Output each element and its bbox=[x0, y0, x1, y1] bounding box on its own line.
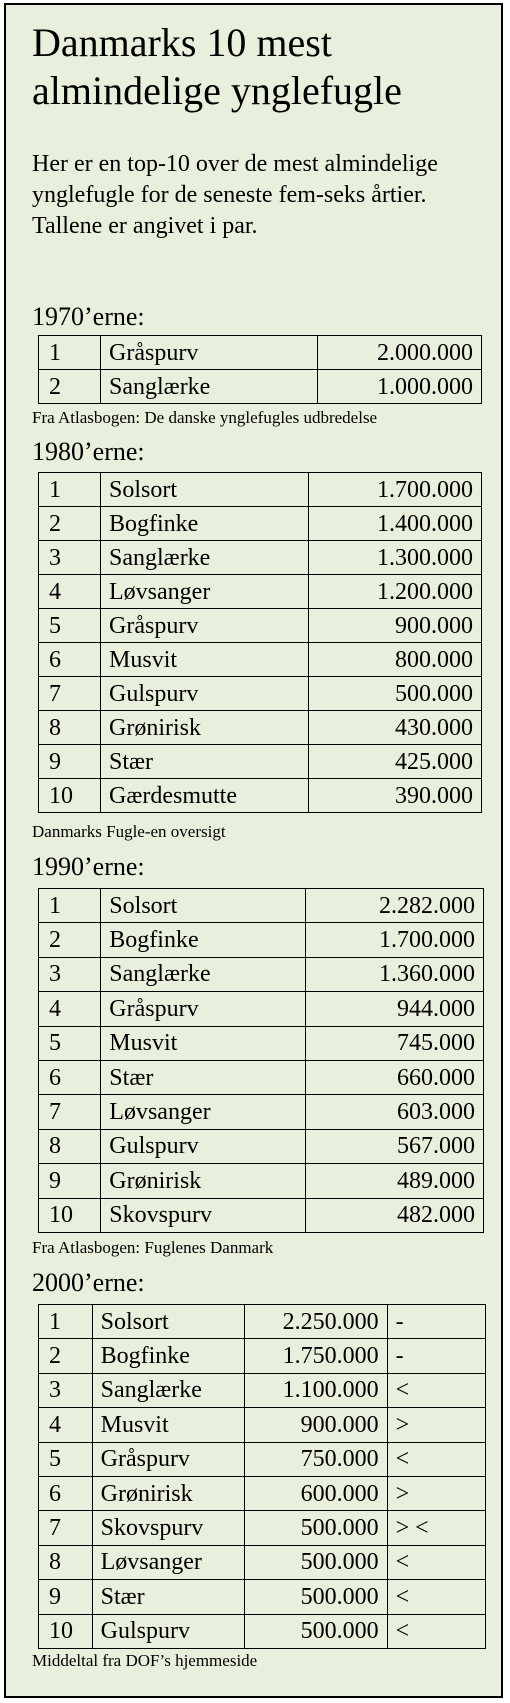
table-row bbox=[39, 677, 482, 711]
pairs-cell: 660.000 bbox=[305, 1060, 483, 1094]
species-cell: Stær bbox=[92, 1580, 244, 1614]
pairs-cell: 900.000 bbox=[244, 1408, 387, 1442]
rank-cell: 1 bbox=[39, 473, 101, 507]
pairs-cell: 2.000.000 bbox=[318, 336, 482, 370]
pairs-cell: 567.000 bbox=[305, 1129, 483, 1163]
table-row bbox=[39, 1026, 484, 1060]
pairs-cell: 500.000 bbox=[244, 1511, 387, 1545]
source-1990: Fra Atlasbogen: Fuglenes Danmark bbox=[32, 1238, 274, 1257]
rank-cell: 2 bbox=[39, 370, 101, 404]
species-cell: Stær bbox=[101, 745, 309, 779]
table-row bbox=[39, 473, 482, 507]
table-row bbox=[39, 1545, 486, 1579]
species-cell: Gråspurv bbox=[92, 1442, 244, 1476]
species-cell: Musvit bbox=[92, 1408, 244, 1442]
source-1970: Fra Atlasbogen: De danske ynglefugles udbredelse bbox=[32, 408, 378, 427]
trend-cell: < bbox=[387, 1442, 485, 1476]
rank-cell: 2 bbox=[39, 1339, 93, 1373]
pairs-cell: 489.000 bbox=[305, 1164, 483, 1198]
pairs-cell: 1.200.000 bbox=[309, 575, 482, 609]
table-row bbox=[39, 643, 482, 677]
species-cell: Gulspurv bbox=[92, 1614, 244, 1648]
species-cell: Grønirisk bbox=[101, 1164, 306, 1198]
species-cell: Løvsanger bbox=[101, 1095, 306, 1129]
pairs-cell: 600.000 bbox=[244, 1476, 387, 1510]
trend-cell: < bbox=[387, 1614, 485, 1648]
pairs-cell: 1.000.000 bbox=[318, 370, 482, 404]
pairs-cell: 500.000 bbox=[244, 1614, 387, 1648]
intro-text: Her er en top-10 over de mest almindelige ynglefugle for de seneste fem-seks årtier. Tallene er angivet i par. bbox=[32, 151, 438, 239]
rank-cell: 2 bbox=[39, 507, 101, 541]
pairs-cell: 603.000 bbox=[305, 1095, 483, 1129]
rank-cell: 7 bbox=[39, 1095, 101, 1129]
trend-cell: > bbox=[387, 1408, 485, 1442]
species-cell: Sanglærke bbox=[101, 541, 309, 575]
table-row bbox=[39, 1305, 486, 1339]
species-cell: Bogfinke bbox=[101, 507, 309, 541]
pairs-cell: 500.000 bbox=[244, 1580, 387, 1614]
table-row bbox=[39, 923, 484, 957]
species-cell: Solsort bbox=[101, 889, 306, 923]
rank-cell: 7 bbox=[39, 677, 101, 711]
pairs-cell: 425.000 bbox=[309, 745, 482, 779]
species-cell: Gærdesmutte bbox=[101, 779, 309, 813]
pairs-cell: 500.000 bbox=[244, 1545, 387, 1579]
table-row bbox=[39, 1476, 486, 1510]
rank-cell: 9 bbox=[39, 745, 101, 779]
pairs-cell: 1.300.000 bbox=[309, 541, 482, 575]
pairs-cell: 745.000 bbox=[305, 1026, 483, 1060]
species-cell: Løvsanger bbox=[92, 1545, 244, 1579]
species-cell: Musvit bbox=[101, 1026, 306, 1060]
table-row bbox=[39, 1060, 484, 1094]
table-row bbox=[39, 370, 482, 404]
trend-cell: > < bbox=[387, 1511, 485, 1545]
table-row bbox=[39, 779, 482, 813]
article-panel bbox=[4, 3, 503, 1698]
rank-cell: 10 bbox=[39, 1614, 93, 1648]
decade-heading-1970: 1970’erne: bbox=[32, 302, 145, 331]
trend-cell: - bbox=[387, 1339, 485, 1373]
rank-cell: 1 bbox=[39, 1305, 93, 1339]
species-cell: Solsort bbox=[101, 473, 309, 507]
species-cell: Solsort bbox=[92, 1305, 244, 1339]
source-2000: Middeltal fra DOF’s hjemmeside bbox=[32, 1651, 258, 1670]
rank-cell: 3 bbox=[39, 541, 101, 575]
pairs-cell: 390.000 bbox=[309, 779, 482, 813]
rank-cell: 10 bbox=[39, 779, 101, 813]
rank-cell: 10 bbox=[39, 1198, 101, 1232]
species-cell: Bogfinke bbox=[92, 1339, 244, 1373]
rank-cell: 1 bbox=[39, 889, 101, 923]
species-cell: Gråspurv bbox=[101, 336, 318, 370]
pairs-cell: 750.000 bbox=[244, 1442, 387, 1476]
table-row bbox=[39, 992, 484, 1026]
trend-cell: < bbox=[387, 1580, 485, 1614]
table-row bbox=[39, 1580, 486, 1614]
rank-cell: 3 bbox=[39, 957, 101, 991]
table-row bbox=[39, 1373, 486, 1407]
trend-cell: - bbox=[387, 1305, 485, 1339]
species-cell: Musvit bbox=[101, 643, 309, 677]
table-1980 bbox=[38, 472, 482, 813]
decade-heading-1980: 1980’erne: bbox=[32, 437, 145, 466]
table-1990 bbox=[38, 888, 484, 1233]
table-row bbox=[39, 957, 484, 991]
table-row bbox=[39, 1129, 484, 1163]
trend-cell: < bbox=[387, 1373, 485, 1407]
rank-cell: 4 bbox=[39, 575, 101, 609]
table-row bbox=[39, 1198, 484, 1232]
pairs-cell: 2.250.000 bbox=[244, 1305, 387, 1339]
table-row bbox=[39, 1511, 486, 1545]
rank-cell: 6 bbox=[39, 643, 101, 677]
rank-cell: 7 bbox=[39, 1511, 93, 1545]
table-row bbox=[39, 507, 482, 541]
rank-cell: 6 bbox=[39, 1060, 101, 1094]
species-cell: Gulspurv bbox=[101, 677, 309, 711]
species-cell: Sanglærke bbox=[92, 1373, 244, 1407]
rank-cell: 6 bbox=[39, 1476, 93, 1510]
species-cell: Sanglærke bbox=[101, 957, 306, 991]
table-row bbox=[39, 1339, 486, 1373]
rank-cell: 9 bbox=[39, 1580, 93, 1614]
pairs-cell: 1.700.000 bbox=[305, 923, 483, 957]
trend-cell: > bbox=[387, 1476, 485, 1510]
rank-cell: 9 bbox=[39, 1164, 101, 1198]
pairs-cell: 1.100.000 bbox=[244, 1373, 387, 1407]
species-cell: Sanglærke bbox=[101, 370, 318, 404]
page-title: Danmarks 10 mest almindelige ynglefugle bbox=[32, 20, 402, 113]
table-row bbox=[39, 541, 482, 575]
table-row bbox=[39, 745, 482, 779]
trend-cell: < bbox=[387, 1545, 485, 1579]
table-row bbox=[39, 1614, 486, 1648]
rank-cell: 4 bbox=[39, 1408, 93, 1442]
table-row bbox=[39, 1164, 484, 1198]
rank-cell: 4 bbox=[39, 992, 101, 1026]
decade-heading-2000: 2000’erne: bbox=[32, 1268, 145, 1297]
pairs-cell: 944.000 bbox=[305, 992, 483, 1026]
table-2000 bbox=[38, 1304, 486, 1649]
species-cell: Grønirisk bbox=[101, 711, 309, 745]
source-1980: Danmarks Fugle-en oversigt bbox=[32, 822, 226, 841]
rank-cell: 3 bbox=[39, 1373, 93, 1407]
rank-cell: 8 bbox=[39, 1129, 101, 1163]
species-cell: Skovspurv bbox=[101, 1198, 306, 1232]
species-cell: Gulspurv bbox=[101, 1129, 306, 1163]
rank-cell: 5 bbox=[39, 609, 101, 643]
rank-cell: 8 bbox=[39, 1545, 93, 1579]
table-row bbox=[39, 575, 482, 609]
pairs-cell: 430.000 bbox=[309, 711, 482, 745]
rank-cell: 5 bbox=[39, 1442, 93, 1476]
table-row bbox=[39, 711, 482, 745]
table-row bbox=[39, 609, 482, 643]
species-cell: Gråspurv bbox=[101, 992, 306, 1026]
pairs-cell: 1.360.000 bbox=[305, 957, 483, 991]
rank-cell: 8 bbox=[39, 711, 101, 745]
species-cell: Løvsanger bbox=[101, 575, 309, 609]
pairs-cell: 900.000 bbox=[309, 609, 482, 643]
pairs-cell: 500.000 bbox=[309, 677, 482, 711]
pairs-cell: 1.750.000 bbox=[244, 1339, 387, 1373]
species-cell: Skovspurv bbox=[92, 1511, 244, 1545]
pairs-cell: 1.700.000 bbox=[309, 473, 482, 507]
table-1970 bbox=[38, 335, 482, 404]
pairs-cell: 2.282.000 bbox=[305, 889, 483, 923]
species-cell: Bogfinke bbox=[101, 923, 306, 957]
table-row bbox=[39, 336, 482, 370]
table-row bbox=[39, 1442, 486, 1476]
pairs-cell: 1.400.000 bbox=[309, 507, 482, 541]
rank-cell: 2 bbox=[39, 923, 101, 957]
table-row bbox=[39, 889, 484, 923]
pairs-cell: 800.000 bbox=[309, 643, 482, 677]
pairs-cell: 482.000 bbox=[305, 1198, 483, 1232]
species-cell: Gråspurv bbox=[101, 609, 309, 643]
table-row bbox=[39, 1408, 486, 1442]
rank-cell: 1 bbox=[39, 336, 101, 370]
rank-cell: 5 bbox=[39, 1026, 101, 1060]
species-cell: Grønirisk bbox=[92, 1476, 244, 1510]
table-row bbox=[39, 1095, 484, 1129]
species-cell: Stær bbox=[101, 1060, 306, 1094]
decade-heading-1990: 1990’erne: bbox=[32, 852, 145, 881]
